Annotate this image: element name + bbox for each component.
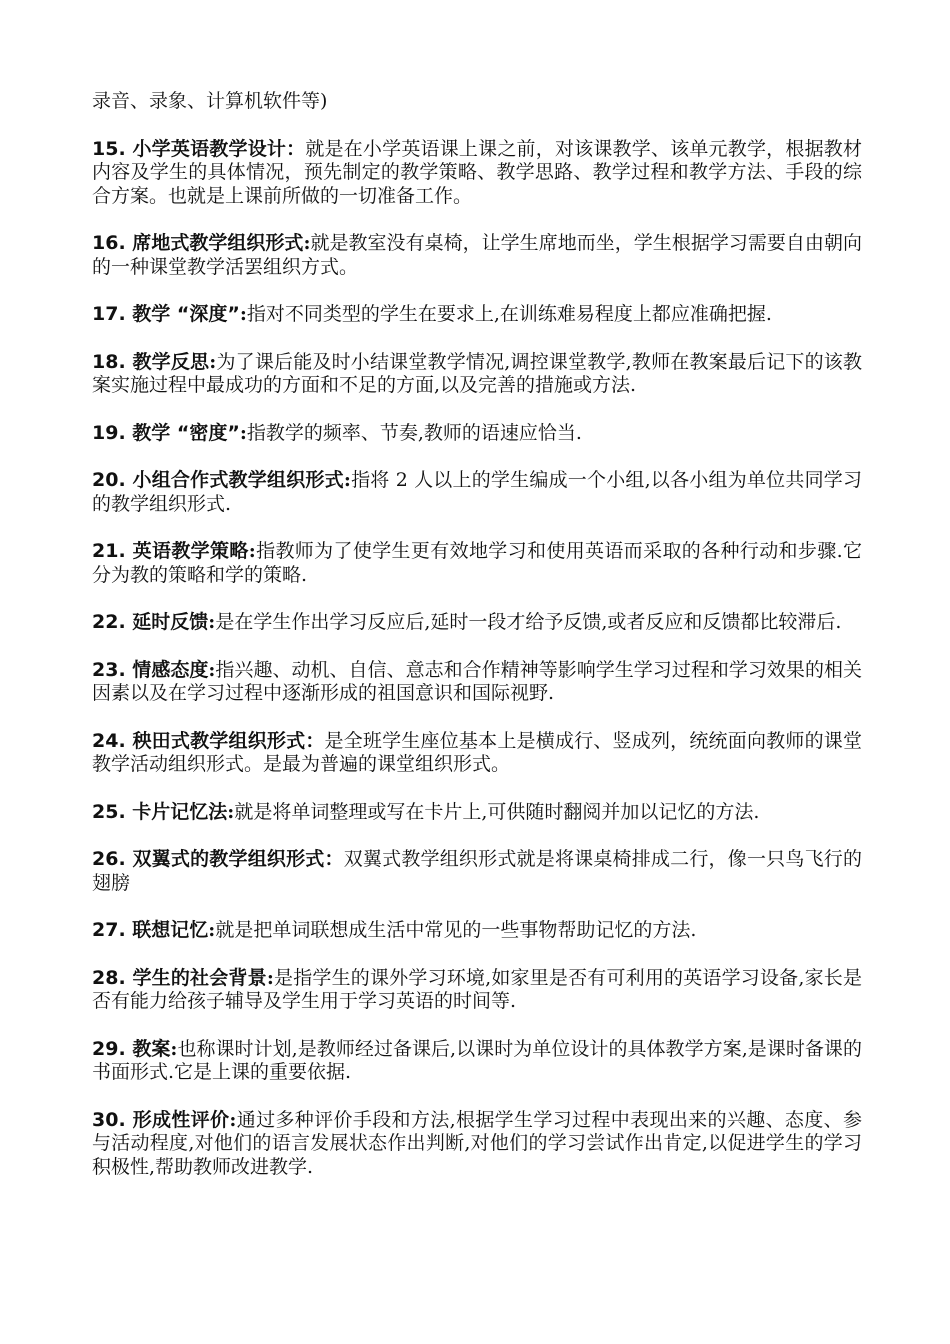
entry-term: 联想记忆 xyxy=(132,919,209,941)
glossary-entry xyxy=(92,1038,862,1085)
entry-number: 21. xyxy=(92,540,133,562)
entry-definition: 指教学的频率、节奏,教师的语速应恰当. xyxy=(246,421,582,444)
entry-separator: : xyxy=(266,966,274,989)
entry-term: 延时反馈 xyxy=(132,611,209,633)
glossary-entry xyxy=(92,138,862,209)
glossary-list xyxy=(92,138,862,1180)
entry-definition: 就是将单词整理或写在卡片上,可供随时翻阅并加以记忆的方法. xyxy=(234,800,760,823)
entry-term: 小学英语教学设计 xyxy=(132,137,287,160)
entry-separator: : xyxy=(208,658,216,681)
entry-separator: : xyxy=(248,540,256,562)
glossary-entry xyxy=(92,232,862,279)
entry-number: 30. xyxy=(92,1108,133,1131)
entry-definition: 双翼式教学组织形式就是将课桌椅排成二行，像一只鸟飞行的翅膀 xyxy=(92,848,862,894)
entry-number: 19. xyxy=(92,421,133,444)
entry-term: 秧田式教学组织形式 xyxy=(132,729,306,752)
glossary-entry xyxy=(92,659,862,706)
entry-term: 形成性评价 xyxy=(132,1108,230,1131)
entry-term: 双翼式的教学组织形式 xyxy=(132,848,325,870)
entry-number: 18. xyxy=(92,350,133,373)
document-page xyxy=(92,90,862,1203)
entry-definition: 是全班学生座位基本上是横成行、竖成列，统统面向教师的课堂教学活动组织形式。是最为普遍的课堂组织形式。 xyxy=(92,729,862,775)
entry-definition: 指对不同类型的学生在要求上,在训练难易程度上都应准确把握. xyxy=(246,303,772,325)
glossary-entry xyxy=(92,848,862,895)
entry-number: 22. xyxy=(92,611,133,633)
entry-number: 15. xyxy=(92,137,133,160)
entry-definition: 指将 2 人以上的学生编成一个小组,以各小组为单位共同学习的教学组织形式. xyxy=(92,469,862,515)
entry-separator: : xyxy=(170,1037,178,1060)
entry-separator: : xyxy=(239,421,247,444)
glossary-entry xyxy=(92,351,862,398)
entry-number: 23. xyxy=(92,658,133,681)
entry-definition: 为了课后能及时小结课堂教学情况,调控课堂教学,教师在教案最后记下的该教案实施过程中最成功的方面和不足的方面,以及完善的措施或方法. xyxy=(92,350,862,396)
glossary-entry xyxy=(92,422,862,446)
entry-term: 卡片记忆法 xyxy=(132,800,228,823)
glossary-entry xyxy=(92,730,862,777)
entry-separator: : xyxy=(229,1108,237,1131)
entry-term: 教案 xyxy=(132,1037,171,1060)
entry-number: 29. xyxy=(92,1037,133,1060)
entry-number: 16. xyxy=(92,232,133,254)
glossary-entry xyxy=(92,540,862,587)
entry-separator: : xyxy=(343,469,351,491)
entry-definition: 就是教室没有桌椅，让学生席地而坐，学生根据学习需要自由朝向的一种课堂教学活罢组织方式。 xyxy=(92,232,862,278)
entry-number: 28. xyxy=(92,966,133,989)
entry-separator: : xyxy=(208,919,216,941)
entry-definition: 指兴趣、动机、自信、意志和合作精神等影响学生学习过程和学习效果的相关因素以及在学习过程中逐渐形成的祖国意识和国际视野. xyxy=(92,658,862,704)
glossary-entry xyxy=(92,469,862,516)
entry-separator: ： xyxy=(324,848,344,870)
glossary-entry xyxy=(92,611,862,635)
entry-term: 情感态度 xyxy=(132,658,209,681)
glossary-entry xyxy=(92,303,862,327)
entry-term: 学生的社会背景 xyxy=(132,966,267,989)
entry-term: 小组合作式教学组织形式 xyxy=(132,469,344,491)
glossary-entry xyxy=(92,919,862,943)
continued-text-line: 录音、录象、计算机软件等) xyxy=(92,90,328,112)
entry-separator: ： xyxy=(286,137,306,160)
glossary-entry xyxy=(92,967,862,1014)
entry-term: 教学 “深度” xyxy=(132,303,240,325)
entry-definition: 也称课时计划,是教师经过备课后,以课时为单位设计的具体教学方案,是课时备课的书面形式.它是上课的重要依据. xyxy=(92,1037,862,1083)
entry-term: 教学反思 xyxy=(132,350,210,373)
entry-term: 席地式教学组织形式 xyxy=(132,232,304,254)
entry-term: 教学 “密度” xyxy=(132,421,240,444)
entry-definition: 就是在小学英语课上课之前，对该课教学、该单元教学，根据教材内容及学生的具体情况，预先制定的教学策略、教学思路、教学过程和教学方法、手段的综合方案。也就是上课前所做的一切准备工作。 xyxy=(92,137,862,207)
entry-definition: 通过多种评价手段和方法,根据学生学习过程中表现出来的兴趣、态度、参与活动程度,对他们的语言发展状态作出判断,对他们的学习尝试作出肯定,以促进学生的学习积极性,帮助教师改进教学. xyxy=(92,1108,862,1178)
entry-separator: : xyxy=(208,611,216,633)
entry-definition: 是指学生的课外学习环境,如家里是否有可利用的英语学习设备,家长是否有能力给孩子辅导及学生用于学习英语的时间等. xyxy=(92,966,862,1012)
entry-definition: 就是把单词联想成生活中常见的一些事物帮助记忆的方法. xyxy=(215,919,697,941)
entry-definition: 是在学生作出学习反应后,延时一段才给予反馈,或者反应和反馈都比较滞后. xyxy=(215,611,842,633)
entry-separator: : xyxy=(227,800,235,823)
glossary-entry xyxy=(92,801,862,825)
entry-number: 24. xyxy=(92,729,133,752)
entry-number: 26. xyxy=(92,848,133,870)
entry-number: 27. xyxy=(92,919,133,941)
entry-separator: ： xyxy=(305,729,325,752)
entry-number: 17. xyxy=(92,303,133,325)
glossary-entry xyxy=(92,1109,862,1180)
entry-separator: : xyxy=(303,232,311,254)
entry-term: 英语教学策略 xyxy=(132,540,249,562)
entry-separator: : xyxy=(209,350,217,373)
entry-definition: 指教师为了使学生更有效地学习和使用英语而采取的各种行动和步骤.它分为教的策略和学的策略. xyxy=(92,540,862,586)
entry-number: 25. xyxy=(92,800,133,823)
entry-separator: : xyxy=(239,303,247,325)
entry-number: 20. xyxy=(92,469,133,491)
